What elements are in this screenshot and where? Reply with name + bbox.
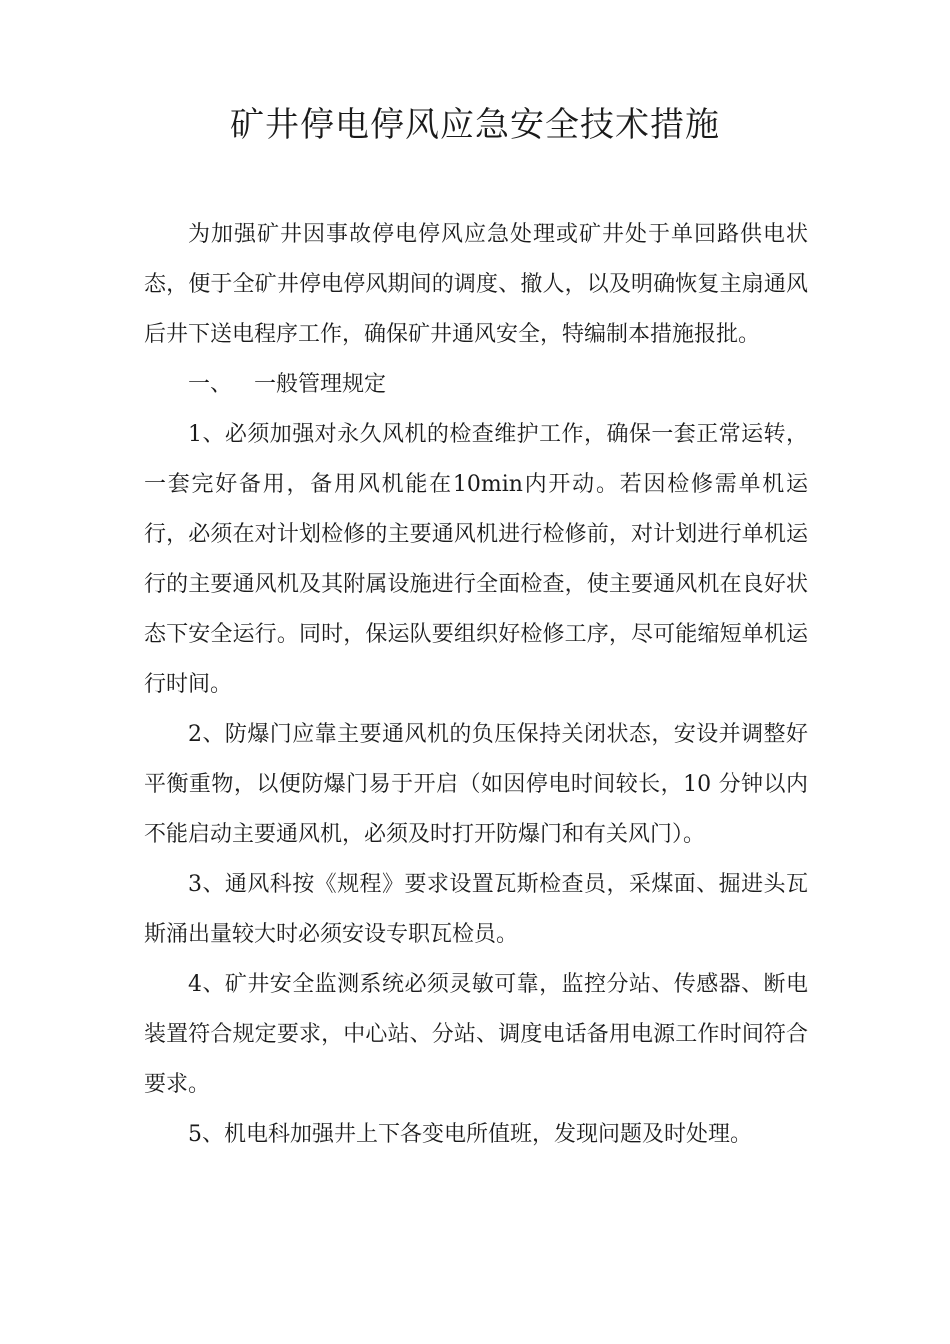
section-title: 一般管理规定 — [254, 372, 387, 397]
rule-item-2: 2、防爆门应靠主要通风机的负压保持关闭状态，安设并调整好平衡重物，以便防爆门易于开启（如因停电时间较长，10 分钟以内不能启动主要通风机，必须及时打开防爆门和有关风门）。 — [144, 722, 808, 847]
document-body — [144, 210, 808, 1160]
section-heading — [144, 360, 808, 410]
rule-item-4: 4、矿井安全监测系统必须灵敏可靠，监控分站、传感器、断电装置符合规定要求，中心站、分站、调度电话备用电源工作时间符合要求。 — [144, 972, 808, 1097]
rule-item-1: 1、必须加强对永久风机的检查维护工作，确保一套正常运转，一套完好备用，备用风机能在10min内开动。若因检修需单机运行，必须在对计划检修的主要通风机进行检修前，对计划进行单机运行的主要通风机及其附属设施进行全面检查，使主要通风机在良好状态下安全运行。同时，保运队要组织好检修工序，尽可能缩短单机运行时间。 — [144, 422, 808, 697]
intro-paragraph: 为加强矿井因事故停电停风应急处理或矿井处于单回路供电状态，便于全矿井停电停风期间的调度、撤人，以及明确恢复主扇通风后井下送电程序工作，确保矿井通风安全，特编制本措施报批。 — [144, 222, 808, 347]
rule-item-3: 3、通风科按《规程》要求设置瓦斯检查员，采煤面、掘进头瓦斯涌出量较大时必须安设专职瓦检员。 — [144, 872, 808, 947]
rule-item-5: 5、机电科加强井上下各变电所值班，发现问题及时处理。 — [188, 1122, 752, 1147]
section-number: 一、 — [188, 372, 233, 397]
document-title: 矿井停电停风应急安全技术措施 — [230, 105, 720, 145]
